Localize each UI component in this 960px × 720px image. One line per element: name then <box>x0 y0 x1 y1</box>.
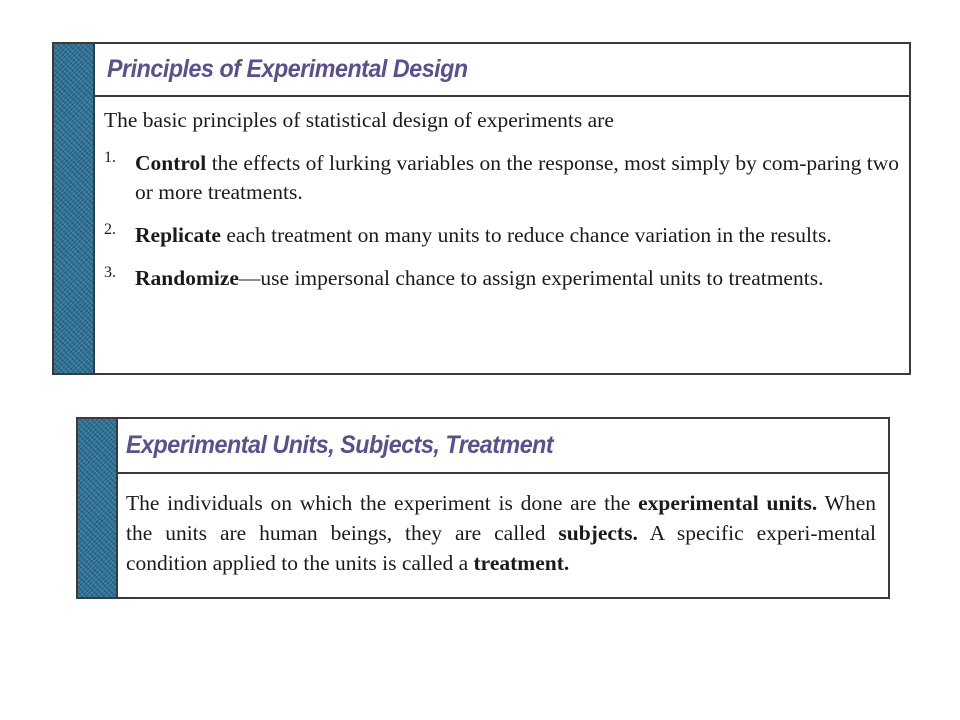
term-treatment: treatment. <box>473 551 570 575</box>
principle-term: Control <box>135 151 207 175</box>
principle-item <box>104 221 899 250</box>
principle-term: Randomize <box>135 266 239 290</box>
principles-title: Principles of Experimental Design <box>107 55 468 83</box>
units-body <box>118 474 888 597</box>
principles-intro: The basic principles of statistical design of experiments are <box>104 108 614 132</box>
principle-item <box>104 149 899 207</box>
principle-text: —use impersonal chance to assign experimental units to treatments. <box>238 266 824 290</box>
principle-term: Replicate <box>135 223 221 247</box>
principles-header <box>95 44 909 97</box>
term-experimental-units: experimental units. <box>638 491 818 515</box>
units-title: Experimental Units, Subjects, Treatment <box>126 431 554 459</box>
term-subjects: subjects. <box>558 521 638 545</box>
units-side-stripe <box>78 419 118 597</box>
principle-item <box>104 264 899 293</box>
principle-number: 2. <box>104 221 116 238</box>
principles-side-stripe <box>54 44 95 373</box>
units-box <box>76 417 890 599</box>
principle-number: 1. <box>104 149 116 166</box>
principle-text: each treatment on many units to reduce chance variation in the results. <box>220 223 832 247</box>
principle-text: the effects of lurking variables on the response, most simply by com-paring two or more treatments. <box>135 151 899 204</box>
units-header <box>118 419 888 474</box>
principles-box <box>52 42 911 375</box>
principle-number: 3. <box>104 264 116 281</box>
principles-body <box>95 97 909 373</box>
units-definition: The individuals on which the experiment is done are the experimental units. When the units are human beings, they are called subjects. A specific experi-mental condition applied to the units is called a treatment. <box>126 491 877 575</box>
